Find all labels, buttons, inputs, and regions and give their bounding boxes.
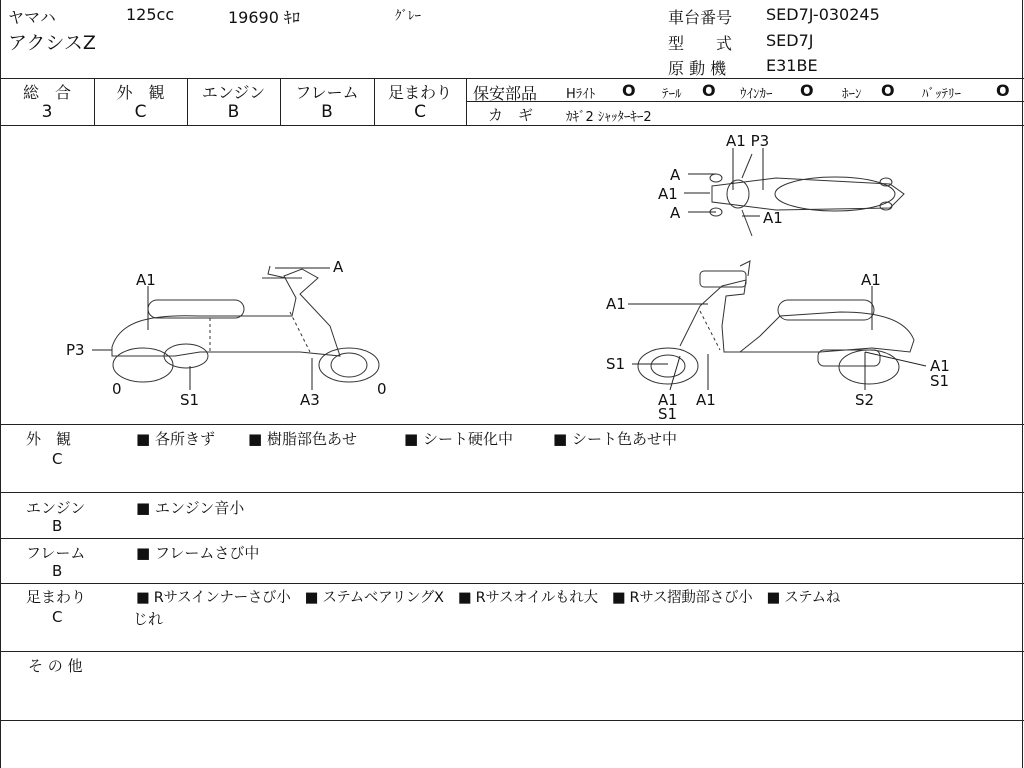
safety-tail: ﾃｰﾙ: [662, 87, 682, 102]
left-label-a3: A3: [300, 391, 320, 409]
note-exterior-grade: C: [52, 450, 63, 468]
safety-horn-mark: O: [881, 81, 895, 100]
key-label: カ ギ: [488, 106, 534, 124]
note-suspension-items: ■ Rサスインナーさび小 ■ ステムベアリングX ■ Rサスオイルもれ大 ■ Rサス摺動部さび小 ■ ステムね: [136, 590, 841, 606]
top-label-a1: A1: [658, 185, 678, 203]
top-label-a: A: [670, 166, 681, 184]
grade-overall-value: 3: [41, 102, 53, 122]
safety-battery-mark: O: [996, 81, 1010, 100]
right-label-a1-rear: A1: [930, 357, 950, 375]
grade-engine-label: エンジン: [201, 83, 266, 102]
frame-number-label: 車台番号: [668, 8, 733, 27]
left-label-a: A: [333, 258, 344, 276]
note-other-category: そ の 他: [28, 657, 83, 675]
note-frame-category: フレーム: [26, 544, 86, 562]
divider: [0, 78, 1024, 79]
note-suspension-grade: C: [52, 608, 63, 626]
divider: [0, 651, 1024, 652]
safety-winker-mark: O: [800, 81, 814, 100]
divider: [466, 78, 467, 125]
right-label-a1-front: A1: [606, 295, 626, 313]
safety-tail-mark: O: [702, 81, 716, 100]
safety-headlight-mark: O: [622, 81, 636, 100]
right-label-a1-fork: A1: [658, 391, 678, 409]
note-frame-grade: B: [52, 562, 63, 580]
border-right: [1022, 0, 1023, 768]
grade-overall-label: 総 合: [22, 83, 71, 102]
engine-model-value: E31BE: [766, 56, 818, 75]
left-label-0-rear: 0: [377, 380, 387, 398]
divider: [0, 538, 1024, 539]
right-label-a1-seat: A1: [861, 271, 881, 289]
grade-exterior-label: 外 観: [116, 83, 165, 102]
right-label-s2: S2: [855, 391, 875, 409]
right-label-s1-fork: S1: [658, 405, 678, 423]
note-engine-item: ■ エンジン音小: [136, 499, 245, 517]
diagram-labels: [66, 132, 950, 423]
divider: [0, 492, 1024, 493]
top-label-a1p3: A1 P3: [726, 132, 770, 150]
safety-horn: ﾎｰﾝ: [842, 87, 862, 102]
left-label-a1: A1: [136, 271, 156, 289]
color: ｸﾞﾚｰ: [395, 9, 421, 24]
mileage: 19690 ｷﾛ: [228, 8, 300, 27]
grade-suspension-label: 足まわり: [387, 83, 452, 102]
divider: [0, 720, 1024, 721]
note-exterior-category: 外 観: [26, 430, 72, 448]
right-label-s1-wheel: S1: [606, 355, 626, 373]
note-engine-category: エンジン: [26, 499, 86, 517]
key-value: ｶｷﾞ2 ｼｬｯﾀｰｷｰ2: [566, 110, 652, 125]
displacement: 125cc: [126, 5, 175, 24]
divider: [0, 583, 1024, 584]
grade-engine-value: B: [227, 102, 240, 122]
safety-label: 保安部品: [473, 84, 538, 103]
frame-number: SED7J-030245: [766, 5, 880, 24]
damage-diagram: [0, 126, 1024, 424]
safety-winker: ｳｲﾝｶｰ: [740, 87, 773, 102]
scooter-top-view: [710, 154, 904, 236]
top-label-a-lower: A: [670, 204, 681, 222]
note-engine-grade: B: [52, 517, 63, 535]
note-suspension-items-cont: じれ: [133, 610, 164, 628]
maker: ヤマハ: [8, 8, 56, 27]
model-name: アクシスZ: [8, 32, 96, 54]
top-label-a1-lower: A1: [763, 209, 783, 227]
note-frame-item: ■ フレームさび中: [136, 544, 260, 562]
note-exterior-item: ■ シート色あせ中: [553, 430, 677, 448]
note-exterior-item: ■ 各所きず: [136, 430, 215, 448]
divider: [0, 424, 1024, 425]
grade-exterior-value: C: [134, 102, 147, 122]
right-label-s1-rear: S1: [930, 372, 950, 390]
note-exterior-item: ■ シート硬化中: [404, 430, 513, 448]
right-label-a1-floor: A1: [696, 391, 716, 409]
type-value: SED7J: [766, 31, 814, 50]
note-exterior-item: ■ 樹脂部色あせ: [248, 430, 357, 448]
type-label: 型 式: [668, 34, 733, 53]
left-label-p3: P3: [66, 341, 85, 359]
left-label-0-front: 0: [112, 380, 122, 398]
safety-battery: ﾊﾞｯﾃﾘｰ: [922, 87, 961, 102]
grade-suspension-value: C: [414, 102, 426, 122]
left-label-s1: S1: [180, 391, 200, 409]
safety-headlight: Hﾗｲﾄ: [566, 87, 596, 102]
grade-frame-label: フレーム: [295, 83, 359, 102]
grade-frame-value: B: [321, 102, 333, 122]
engine-model-label: 原 動 機: [668, 59, 727, 78]
note-suspension-category: 足まわり: [26, 588, 87, 606]
border-left: [0, 0, 1, 768]
callout-lines: [92, 148, 926, 390]
